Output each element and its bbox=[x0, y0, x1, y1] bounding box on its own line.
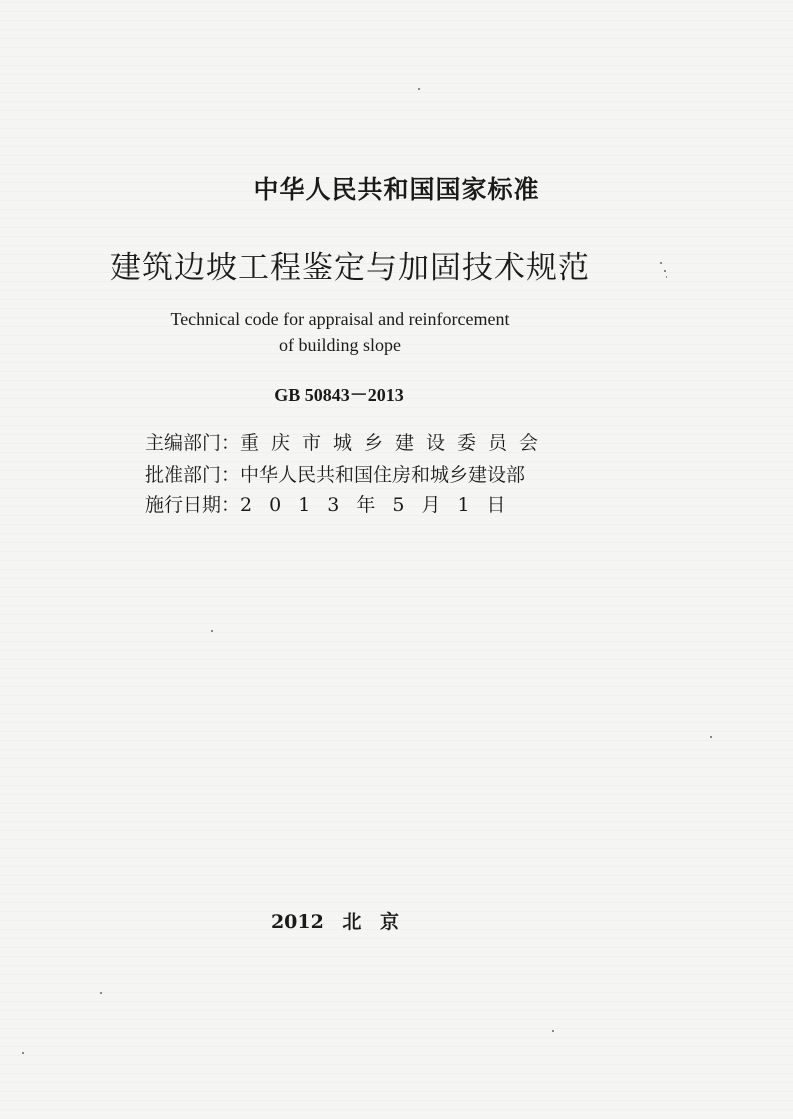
scan-speck bbox=[666, 276, 667, 278]
scan-speck bbox=[418, 88, 420, 90]
effective-date-label: 施行日期： bbox=[145, 494, 241, 516]
approver-label: 批准部门： bbox=[145, 464, 241, 486]
scan-speck bbox=[660, 262, 662, 264]
effective-date-value: 2013年5月1日 bbox=[240, 494, 523, 516]
scan-speck bbox=[664, 270, 666, 272]
chief-editor-row bbox=[145, 428, 550, 455]
scan-speck bbox=[100, 992, 102, 994]
chief-editor-label: 主编部门： bbox=[145, 432, 241, 454]
scan-speck bbox=[211, 630, 213, 632]
chief-editor-value: 重庆市城乡建设委员会 bbox=[240, 432, 551, 454]
approver-value: 中华人民共和国住房和城乡建设部 bbox=[240, 464, 526, 486]
effective-date-row bbox=[145, 490, 523, 517]
scan-speck bbox=[710, 736, 712, 738]
standard-number: GB 50843－2013 bbox=[274, 385, 404, 405]
publication-imprint: 2012 北 京 bbox=[270, 911, 400, 933]
document-title-english bbox=[0, 306, 680, 358]
scan-speck bbox=[22, 1052, 24, 1054]
scan-speck bbox=[552, 1030, 554, 1032]
title-english-line-2: of building slope bbox=[279, 335, 401, 355]
approver-row bbox=[145, 460, 525, 487]
document-title-chinese: 建筑边坡工程鉴定与加固技术规范 bbox=[110, 250, 590, 286]
title-english-line-1: Technical code for appraisal and reinforcement bbox=[170, 309, 510, 329]
national-standard-heading: 中华人民共和国国家标准 bbox=[253, 175, 540, 204]
